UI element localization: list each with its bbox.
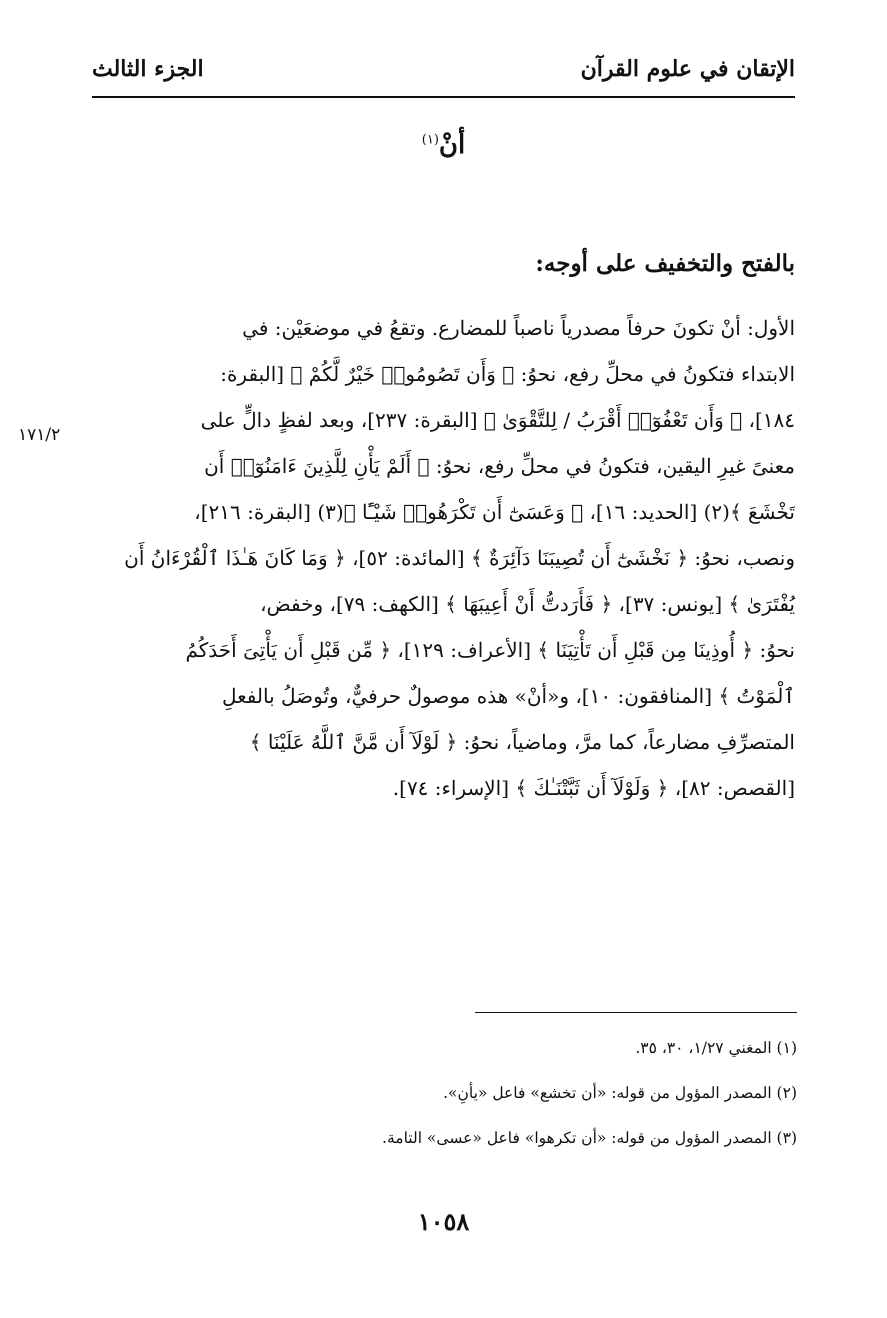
body-line: نحوُ: ﴿ أُوذِينَا مِن قَبْلِ أَن تَأْتِيَنَا ﴾ [الأعراف: ١٢٩]، ﴿ مِّن قَبْلِ أَن يَأْتِىَ أَحَدَكُمُ	[185, 638, 795, 662]
entry-title	[0, 130, 887, 160]
footnotes	[92, 1036, 797, 1171]
body-line: ٱلْمَوْتُ ﴾ [المنافقون: ١٠]، و«أنْ» هذه موصولٌ حرفيٌّ، وتُوصَلُ بالفعلِ	[221, 684, 795, 708]
footnote-marker: (١)	[421, 132, 439, 148]
footnote-divider	[475, 1012, 797, 1013]
body-line: [القصص: ٨٢]، ﴿ وَلَوْلَآ أَن ثَبَّتْنَـٰكَ ﴾ [الإسراء: ٧٤].	[392, 776, 795, 800]
running-title: الإتقان في علوم القرآن	[580, 56, 795, 82]
margin-reference: ١٧١/٢	[18, 425, 61, 445]
body-line: ١٨٤]، ﴿ وَأَن تَعْفُوٓا۟ أَقْرَبُ / لِلتَّقْوَىٰ ﴾ [البقرة: ٢٣٧]، وبعد لفظٍ دالٍّ على	[200, 408, 795, 432]
footnote: (٣) المصدر المؤول من قوله: «أن تكرهوا» فاعل «عسى» التامة.	[382, 1129, 797, 1147]
body-line: المتصرِّفِ مضارعاً، كما مرَّ، وماضياً، نحوُ: ﴿ لَوْلَآ أَن مَّنَّ ٱللَّهُ عَلَيْنَا ﴾	[249, 730, 795, 754]
body-line: الابتداء فتكونُ في محلِّ رفع، نحوُ: ﴿ وَأَن تَصُومُوا۟ خَيْرٌ لَّكُمْ ﴾ [البقرة:	[220, 362, 795, 386]
page-number: ١٠٥٨	[417, 1207, 470, 1236]
body-line: يُفْتَرَىٰ ﴾ [يونس: ٣٧]، ﴿ فَأَرَدتُّ أَنْ أَعِيبَهَا ﴾ [الكهف: ٧٩]، وخفض،	[260, 592, 795, 616]
body-line: الأول: أنْ تكونَ حرفاً مصدرياً ناصباً للمضارع. وتقعُ في موضعَيْن: في	[242, 316, 795, 340]
page-header	[92, 52, 795, 98]
body-line: ونصب، نحوُ: ﴿ نَخْشَىٰٓ أَن تُصِيبَنَا دَآئِرَةٌ ﴾ [المائدة: ٥٢]، ﴿ وَمَا كَانَ هَـٰذَا ٱلْقُرْءَانُ أَن	[124, 546, 795, 570]
volume-label: الجزء الثالث	[92, 56, 204, 82]
section-heading: بالفتح والتخفيف على أوجه:	[535, 250, 795, 277]
body-line: تَخْشَعَ ﴾(٢) [الحديد: ١٦]، ﴿ وَعَسَىٰٓ أَن تَكْرَهُوا۟ شَيْـًٔا ﴾(٣) [البقرة: ٢١٦]،	[194, 500, 795, 524]
body-paragraph	[92, 305, 795, 811]
body-line: معنىً غيرِ اليقين، فتكونُ في محلِّ رفع، نحوُ: ﴿ أَلَمْ يَأْنِ لِلَّذِينَ ءَامَنُوٓا۟ أَن	[204, 454, 795, 478]
entry-word: أنْ	[438, 130, 466, 160]
footnote: (٢) المصدر المؤول من قوله: «أن تخشع» فاعل «يأنِ».	[443, 1084, 797, 1102]
footnote: (١) المغني ١/٢٧، ٣٠، ٣٥.	[635, 1039, 797, 1057]
